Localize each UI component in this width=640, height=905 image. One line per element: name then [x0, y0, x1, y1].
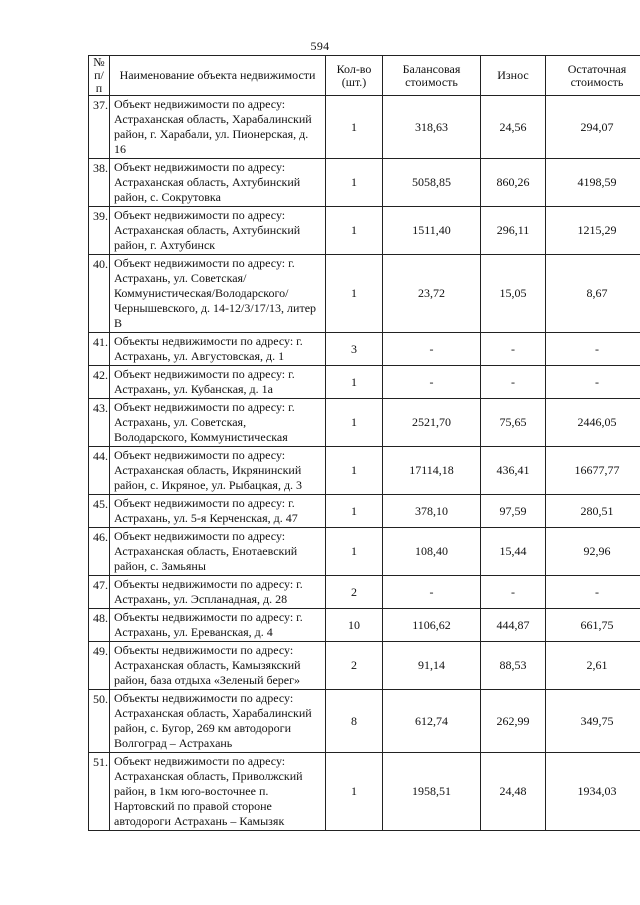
balance-value: - — [383, 333, 481, 366]
wear-value: - — [481, 366, 546, 399]
object-name: Объекты недвижимости по адресу: г. Астрахань, ул. Ереванская, д. 4 — [110, 609, 326, 642]
quantity: 1 — [326, 447, 383, 495]
wear-value: 444,87 — [481, 609, 546, 642]
residual-value: 8,67 — [546, 255, 640, 333]
quantity: 2 — [326, 576, 383, 609]
object-name: Объект недвижимости по адресу: Астраханская область, Харабалинский район, г. Харабали, ул. Пионерская, д. 16 — [110, 96, 326, 159]
quantity: 2 — [326, 642, 383, 690]
quantity: 1 — [326, 495, 383, 528]
quantity: 1 — [326, 399, 383, 447]
wear-value: 860,26 — [481, 159, 546, 207]
quantity: 1 — [326, 753, 383, 831]
table-row — [89, 753, 640, 831]
balance-value: 612,74 — [383, 690, 481, 753]
balance-value: 23,72 — [383, 255, 481, 333]
table-row — [89, 495, 640, 528]
balance-value: 108,40 — [383, 528, 481, 576]
table-row — [89, 609, 640, 642]
row-number: 40. — [89, 255, 110, 333]
quantity: 3 — [326, 333, 383, 366]
object-name: Объект недвижимости по адресу: Астраханская область, Приволжский район, в 1км юго-восточнее п. Нартовский по правой стороне автодороги Астрахань – Камызяк — [110, 753, 326, 831]
table-row — [89, 333, 640, 366]
residual-value: - — [546, 576, 640, 609]
row-number: 48. — [89, 609, 110, 642]
table-row — [89, 366, 640, 399]
property-table — [88, 55, 640, 831]
balance-value: 17114,18 — [383, 447, 481, 495]
page-number: 594 — [310, 39, 330, 53]
object-name: Объекты недвижимости по адресу: г. Астрахань, ул. Августовская, д. 1 — [110, 333, 326, 366]
row-number: 47. — [89, 576, 110, 609]
table-row — [89, 207, 640, 255]
residual-value: 1934,03 — [546, 753, 640, 831]
residual-value: 16677,77 — [546, 447, 640, 495]
wear-value: 15,44 — [481, 528, 546, 576]
residual-value: 2,61 — [546, 642, 640, 690]
table-row — [89, 690, 640, 753]
table-row — [89, 447, 640, 495]
residual-value: 4198,59 — [546, 159, 640, 207]
header-residual: Остаточная стоимость — [546, 56, 640, 96]
residual-value: 2446,05 — [546, 399, 640, 447]
table-row — [89, 255, 640, 333]
balance-value: 1511,40 — [383, 207, 481, 255]
quantity: 1 — [326, 366, 383, 399]
object-name: Объекты недвижимости по адресу: г. Астрахань, ул. Эспланадная, д. 28 — [110, 576, 326, 609]
residual-value: - — [546, 333, 640, 366]
wear-value: - — [481, 333, 546, 366]
quantity: 10 — [326, 609, 383, 642]
row-number: 41. — [89, 333, 110, 366]
balance-value: 1958,51 — [383, 753, 481, 831]
wear-value: 75,65 — [481, 399, 546, 447]
table-header — [89, 56, 640, 96]
wear-value: 97,59 — [481, 495, 546, 528]
row-number: 45. — [89, 495, 110, 528]
row-number: 49. — [89, 642, 110, 690]
row-number: 51. — [89, 753, 110, 831]
object-name: Объект недвижимости по адресу: Астраханская область, Икрянинский район, с. Икряное, ул. Рыбацкая, д. 3 — [110, 447, 326, 495]
table-row — [89, 96, 640, 159]
residual-value: - — [546, 366, 640, 399]
residual-value: 661,75 — [546, 609, 640, 642]
wear-value: 15,05 — [481, 255, 546, 333]
object-name: Объект недвижимости по адресу: г. Астрахань, ул. Советская/ Коммунистическая/Володарского/ Чернышевского, д. 14-12/3/17/13, литер В — [110, 255, 326, 333]
row-number: 44. — [89, 447, 110, 495]
wear-value: - — [481, 576, 546, 609]
object-name: Объекты недвижимости по адресу: Астраханская область, Харабалинский район, с. Бугор, 269 км автодороги Волгоград – Астрахань — [110, 690, 326, 753]
row-number: 37. — [89, 96, 110, 159]
residual-value: 349,75 — [546, 690, 640, 753]
object-name: Объект недвижимости по адресу: Астраханская область, Ахтубинский район, с. Сокрутовка — [110, 159, 326, 207]
wear-value: 24,48 — [481, 753, 546, 831]
table-row — [89, 528, 640, 576]
balance-value: 91,14 — [383, 642, 481, 690]
balance-value: 1106,62 — [383, 609, 481, 642]
row-number: 42. — [89, 366, 110, 399]
wear-value: 296,11 — [481, 207, 546, 255]
header-qty: Кол-во (шт.) — [326, 56, 383, 96]
balance-value: - — [383, 576, 481, 609]
balance-value: 318,63 — [383, 96, 481, 159]
quantity: 8 — [326, 690, 383, 753]
residual-value: 280,51 — [546, 495, 640, 528]
header-name: Наименование объекта недвижимости — [110, 56, 326, 96]
table-row — [89, 399, 640, 447]
object-name: Объект недвижимости по адресу: г. Астрахань, ул. Кубанская, д. 1а — [110, 366, 326, 399]
table-body — [89, 96, 640, 831]
residual-value: 1215,29 — [546, 207, 640, 255]
quantity: 1 — [326, 207, 383, 255]
table-row — [89, 576, 640, 609]
wear-value: 88,53 — [481, 642, 546, 690]
balance-value: 5058,85 — [383, 159, 481, 207]
row-number: 39. — [89, 207, 110, 255]
wear-value: 262,99 — [481, 690, 546, 753]
header-wear: Износ — [481, 56, 546, 96]
balance-value: - — [383, 366, 481, 399]
object-name: Объект недвижимости по адресу: Астраханская область, Ахтубинский район, г. Ахтубинск — [110, 207, 326, 255]
quantity: 1 — [326, 159, 383, 207]
wear-value: 24,56 — [481, 96, 546, 159]
quantity: 1 — [326, 528, 383, 576]
balance-value: 2521,70 — [383, 399, 481, 447]
table-row — [89, 642, 640, 690]
table-row — [89, 159, 640, 207]
header-no: № п/п — [89, 56, 110, 96]
residual-value: 294,07 — [546, 96, 640, 159]
header-balance: Балансовая стоимость — [383, 56, 481, 96]
quantity: 1 — [326, 96, 383, 159]
object-name: Объект недвижимости по адресу: г. Астрахань, ул. 5-я Керченская, д. 47 — [110, 495, 326, 528]
row-number: 43. — [89, 399, 110, 447]
row-number: 50. — [89, 690, 110, 753]
row-number: 46. — [89, 528, 110, 576]
object-name: Объекты недвижимости по адресу: Астраханская область, Камызякский район, база отдыха «Зеленый берег» — [110, 642, 326, 690]
residual-value: 92,96 — [546, 528, 640, 576]
wear-value: 436,41 — [481, 447, 546, 495]
balance-value: 378,10 — [383, 495, 481, 528]
row-number: 38. — [89, 159, 110, 207]
object-name: Объект недвижимости по адресу: г. Астрахань, ул. Советская, Володарского, Коммунистическая — [110, 399, 326, 447]
object-name: Объект недвижимости по адресу: Астраханская область, Енотаевский район, с. Замьяны — [110, 528, 326, 576]
quantity: 1 — [326, 255, 383, 333]
